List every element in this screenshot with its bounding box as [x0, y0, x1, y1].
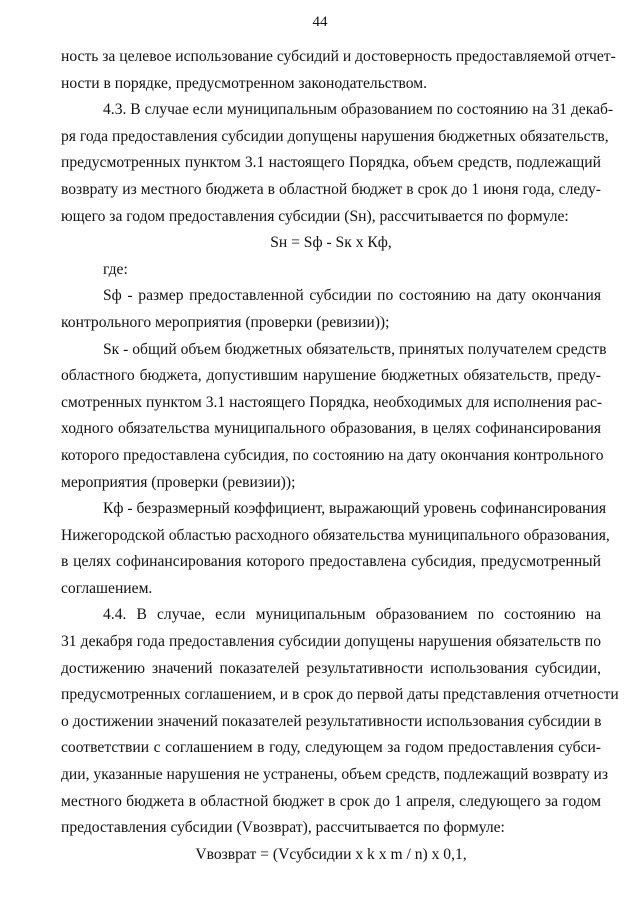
text-line: 4.4. В случае, если муниципальным образованием по состоянию на: [103, 606, 601, 624]
text-line: Кф - безразмерный коэффициент, выражающий уровень софинансирования: [103, 500, 607, 518]
text-line: Нижегородской областью расходного обязательства муниципального образования,: [61, 526, 610, 544]
text-line: ря года предоставления субсидии допущены нарушения бюджетных обязательств,: [61, 127, 609, 145]
formula-line: Sн = Sф - Sк х Кф,: [270, 234, 392, 252]
text-line: о достижении значений показателей результативности использования субсидии в: [61, 712, 602, 730]
text-line: Sф - размер предоставленной субсидии по состоянию на дату окончания: [103, 287, 601, 305]
text-line: предоставления субсидии (Vвозврат), рассчитывается по формуле:: [61, 819, 505, 837]
text-line: достижению значений показателей результативности использования субсидии,: [61, 659, 601, 677]
formula-line: Vвозврат = (Vсубсидии х k х m / n) х 0,1,: [195, 845, 467, 863]
text-line: Sк - общий объем бюджетных обязательств, принятых получателем средств: [103, 340, 607, 358]
text-line: смотренных пунктом 3.1 настоящего Порядка, необходимых для исполнения рас-: [61, 393, 603, 411]
text-line: ходного обязательства муниципального образования, в целях софинансирования: [61, 420, 601, 438]
text-line: соглашением.: [61, 579, 153, 597]
text-line: контрольного мероприятия (проверки (ревизии));: [61, 313, 390, 331]
text-line: возврату из местного бюджета в областной бюджет в срок до 1 июня года, следу-: [61, 180, 601, 198]
page-number: 44: [312, 14, 328, 30]
text-line: местного бюджета в областной бюджет в срок до 1 апреля, следующего за годом: [61, 792, 601, 810]
text-line: 4.3. В случае если муниципальным образованием по состоянию на 31 декаб-: [103, 101, 614, 119]
text-line: которого предоставлена субсидия, по состоянию на дату окончания контрольного: [61, 446, 604, 464]
text-line: в целях софинансирования которого предоставлена субсидия, предусмотренный: [61, 553, 601, 571]
text-line: соответствии с соглашением в году, следующем за годом предоставления субси-: [61, 739, 601, 757]
text-line: ность за целевое использование субсидий и достоверность предоставляемой отчет-: [61, 48, 616, 65]
text-line: областного бюджета, допустившим нарушение бюджетных обязательств, преду-: [61, 367, 601, 385]
text-line: мероприятия (проверки (ревизии));: [61, 473, 296, 491]
body-text: [61, 44, 619, 868]
text-line: предусмотренных пунктом 3.1 настоящего Порядка, объем средств, подлежащий: [61, 154, 601, 172]
text-line: 31 декабря года предоставления субсидии допущены нарушения обязательств по: [61, 633, 601, 651]
text-line: где:: [103, 260, 128, 278]
text-line: дии, указанные нарушения не устранены, объем средств, подлежащий возврату из: [61, 766, 609, 784]
text-line: ности в порядке, предусмотренном законодательством.: [61, 74, 428, 92]
text-line: ющего за годом предоставления субсидии (Sн), рассчитывается по формуле:: [61, 207, 569, 225]
text-line: предусмотренных соглашением, и в срок до первой даты представления отчетности: [61, 686, 619, 704]
